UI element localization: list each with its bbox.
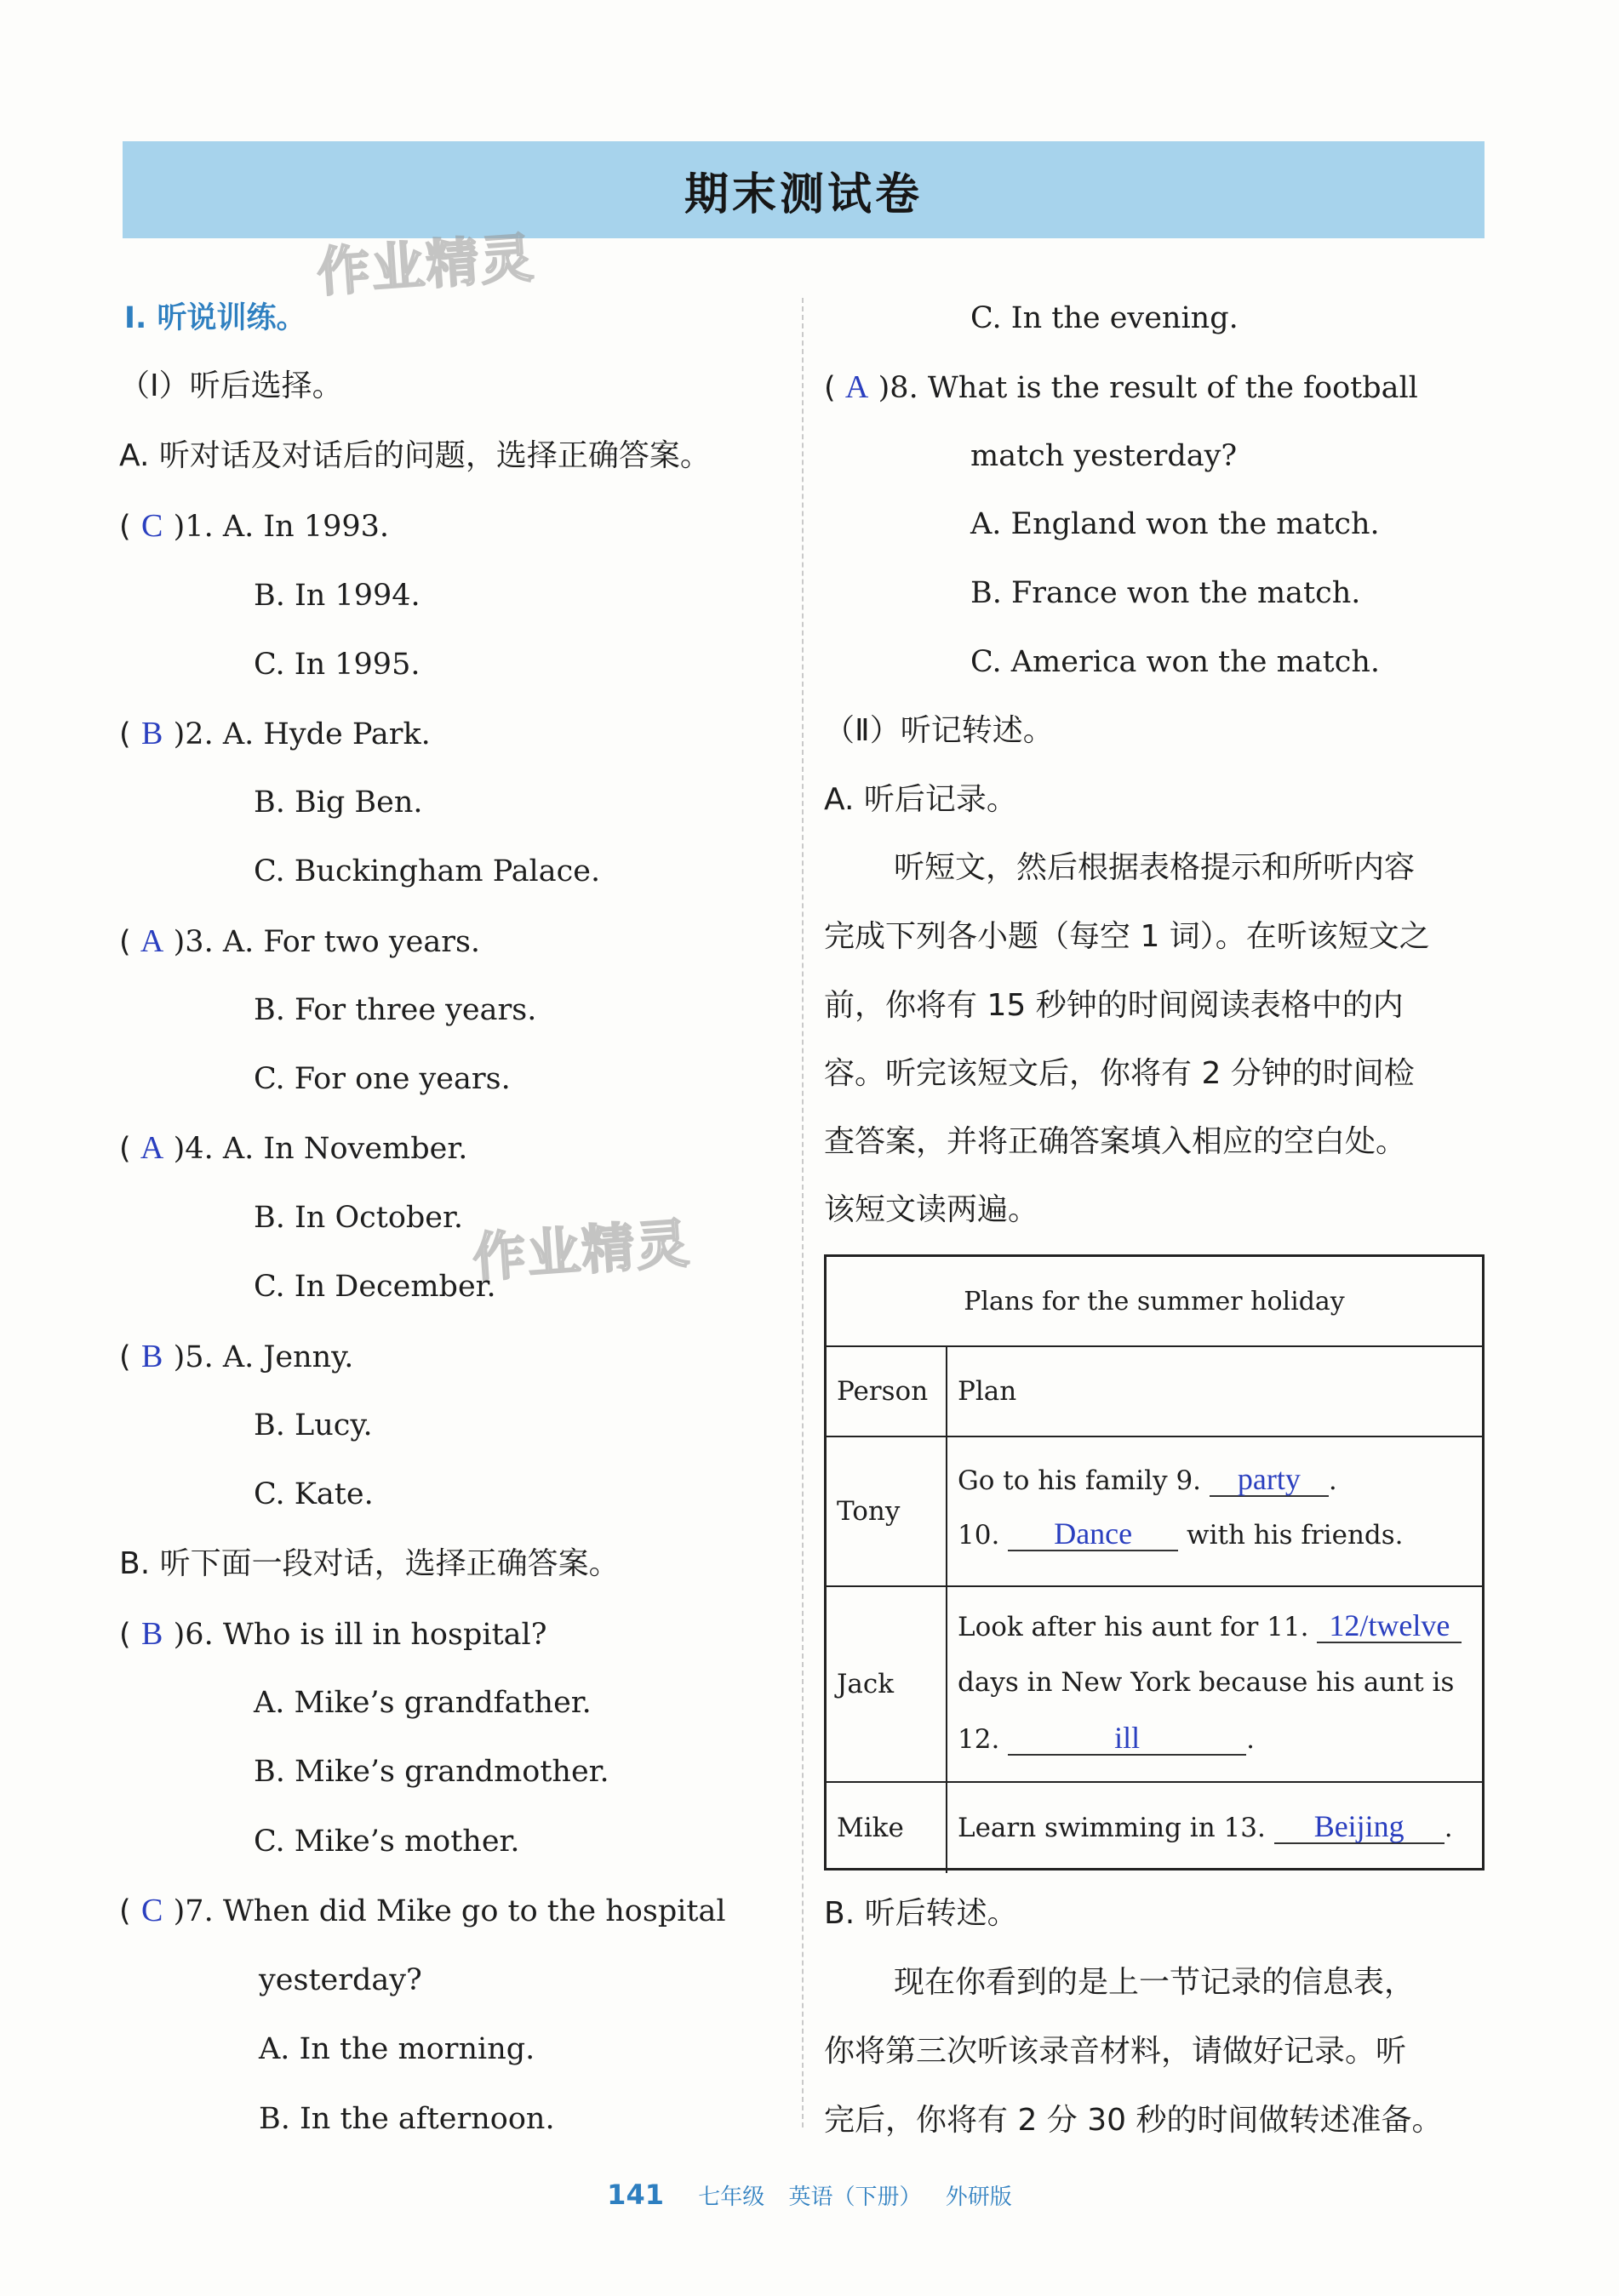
person-name: Mike: [827, 1783, 947, 1873]
plan-text: Go to his family 9.: [958, 1465, 1202, 1496]
question-7: ( C )7. When did Mike go to the hospital: [119, 1890, 726, 1932]
plan-text: Learn swimming in 13.: [958, 1813, 1266, 1843]
question-stem: )1. A. In 1993.: [173, 510, 390, 544]
answer-blank-11: 12/twelve: [1317, 1609, 1462, 1643]
plan-text: .: [1444, 1813, 1453, 1843]
plan-text: 10.: [958, 1520, 1000, 1551]
plan-cell: [947, 1783, 1482, 1873]
part-heading: （Ⅰ）听后选择。: [119, 368, 343, 403]
paragraph-line: 查答案，并将正确答案填入相应的空白处。: [824, 1124, 1407, 1159]
footer-subject: 英语（下册）: [788, 2185, 922, 2210]
paragraph-line: 听短文，然后根据表格提示和所听内容: [894, 850, 1416, 885]
table-title-row: [827, 1257, 1482, 1347]
plan-text: .: [1328, 1465, 1337, 1496]
answer-letter: A: [844, 369, 869, 405]
answer-blank-9: party: [1210, 1463, 1329, 1497]
question-1: ( C )1. A. In 1993.: [119, 505, 389, 547]
question-stem-continued: yesterday?: [259, 1963, 422, 1997]
column-divider: [802, 298, 804, 2128]
question-8: ( A )8. What is the result of the football: [824, 367, 1418, 408]
page-title: 期末测试卷: [684, 168, 923, 220]
paragraph-line: 完后，你将有 2 分 30 秒的时间做转述准备。: [824, 2103, 1443, 2138]
option: B. In October.: [254, 1201, 464, 1235]
plan-text: 12.: [958, 1724, 1000, 1755]
question-4: ( A )4. A. In November.: [119, 1128, 467, 1169]
paragraph-line: 容。听完该短文后，你将有 2 分钟的时间检: [824, 1056, 1415, 1091]
instruction: B. 听后转述。: [824, 1896, 1018, 1931]
question-stem: )2. A. Hyde Park.: [173, 717, 431, 751]
question-5: ( B )5. A. Jenny.: [119, 1336, 353, 1378]
answer-letter: A: [140, 923, 164, 959]
option: C. For one years.: [254, 1062, 511, 1096]
question-stem-continued: match yesterday?: [970, 439, 1238, 473]
title-banner: [123, 141, 1485, 238]
question-stem: )4. A. In November.: [173, 1132, 468, 1166]
paragraph-line: 你将第三次听该录音材料，请做好记录。听: [824, 2034, 1407, 2069]
option: B. Big Ben.: [254, 785, 423, 820]
page-number: 141: [607, 2179, 664, 2211]
plan-cell: [947, 1587, 1482, 1781]
question-2: ( B )2. A. Hyde Park.: [119, 713, 431, 755]
footer-grade: 七年级: [698, 2185, 765, 2210]
instruction: B. 听下面一段对话，选择正确答案。: [119, 1546, 620, 1581]
person-name: Tony: [827, 1437, 947, 1585]
question-6: ( B )6. Who is ill in hospital?: [119, 1613, 546, 1655]
plan-line: [958, 1463, 1337, 1498]
footer-edition: 外研版: [945, 2185, 1012, 2210]
paragraph-line: 前，你将有 15 秒钟的时间阅读表格中的内: [824, 988, 1404, 1023]
table-row: [827, 1437, 1482, 1587]
option: C. In December.: [254, 1270, 496, 1304]
plan-line: [958, 1810, 1453, 1845]
header-plan: Plan: [958, 1376, 1017, 1407]
option: B. Mike’s grandmother.: [254, 1755, 609, 1789]
paragraph-line: 该短文读两遍。: [824, 1192, 1039, 1227]
option: B. In the afternoon.: [259, 2102, 555, 2136]
watermark: 作业精灵: [315, 226, 537, 304]
question-stem: )8. What is the result of the football: [878, 371, 1418, 405]
answer-letter: B: [140, 1339, 163, 1374]
table-row: [827, 1783, 1482, 1873]
option: C. In 1995.: [254, 648, 420, 682]
question-stem: )5. A. Jenny.: [173, 1340, 354, 1374]
option: C. Buckingham Palace.: [254, 854, 601, 888]
answer-letter: C: [140, 1893, 163, 1928]
question-stem: )6. Who is ill in hospital?: [173, 1618, 547, 1652]
watermark: 作业精灵: [471, 1212, 693, 1289]
answer-letter: A: [140, 1130, 164, 1166]
question-stem: )7. When did Mike go to the hospital: [173, 1894, 726, 1928]
answer-blank-13: Beijing: [1274, 1810, 1445, 1844]
answer-blank-12: ill: [1008, 1722, 1246, 1756]
option: A. England won the match.: [970, 507, 1380, 541]
option: C. America won the match.: [970, 645, 1381, 679]
option: C. In the evening.: [970, 301, 1239, 335]
part-heading: （Ⅱ）听记转述。: [824, 713, 1054, 748]
plan-line: [958, 1609, 1462, 1644]
paragraph-line: 现在你看到的是上一节记录的信息表，: [894, 1965, 1416, 2000]
answer-blank-10: Dance: [1008, 1517, 1178, 1551]
instruction: A. 听对话及对话后的问题，选择正确答案。: [119, 438, 711, 473]
option: C. Mike’s mother.: [254, 1825, 520, 1859]
answer-letter: C: [140, 508, 163, 544]
answer-letter: B: [140, 716, 163, 751]
paragraph-line: 完成下列各小题（每空 1 词）。在听该短文之: [824, 919, 1430, 954]
table-title: Plans for the summer holiday: [964, 1286, 1345, 1316]
plan-text: days in New York because his aunt is: [958, 1667, 1455, 1698]
plan-cell: [947, 1437, 1482, 1585]
instruction: A. 听后记录。: [824, 782, 1017, 817]
table-row: [827, 1587, 1482, 1783]
question-stem: )3. A. For two years.: [173, 925, 481, 959]
page-footer: [0, 2179, 1619, 2211]
plan-line: [958, 1722, 1255, 1756]
option: B. For three years.: [254, 993, 537, 1027]
plan-text: .: [1246, 1724, 1256, 1755]
option: B. France won the match.: [970, 576, 1361, 610]
option: B. In 1994.: [254, 579, 420, 613]
section-heading: Ⅰ. 听说训练。: [124, 301, 306, 335]
option: A. In the morning.: [259, 2032, 535, 2066]
option: C. Kate.: [254, 1477, 374, 1511]
plan-text: with his friends.: [1187, 1520, 1404, 1551]
table-header-row: [827, 1347, 1482, 1437]
person-name: Jack: [827, 1587, 947, 1781]
question-3: ( A )3. A. For two years.: [119, 921, 480, 962]
answer-letter: B: [140, 1616, 163, 1652]
header-person: Person: [827, 1347, 947, 1436]
option: B. Lucy.: [254, 1408, 373, 1442]
plans-table: [824, 1254, 1485, 1870]
option: A. Mike’s grandfather.: [254, 1686, 592, 1720]
plan-line: [958, 1517, 1404, 1552]
plan-text: Look after his aunt for 11.: [958, 1612, 1309, 1642]
